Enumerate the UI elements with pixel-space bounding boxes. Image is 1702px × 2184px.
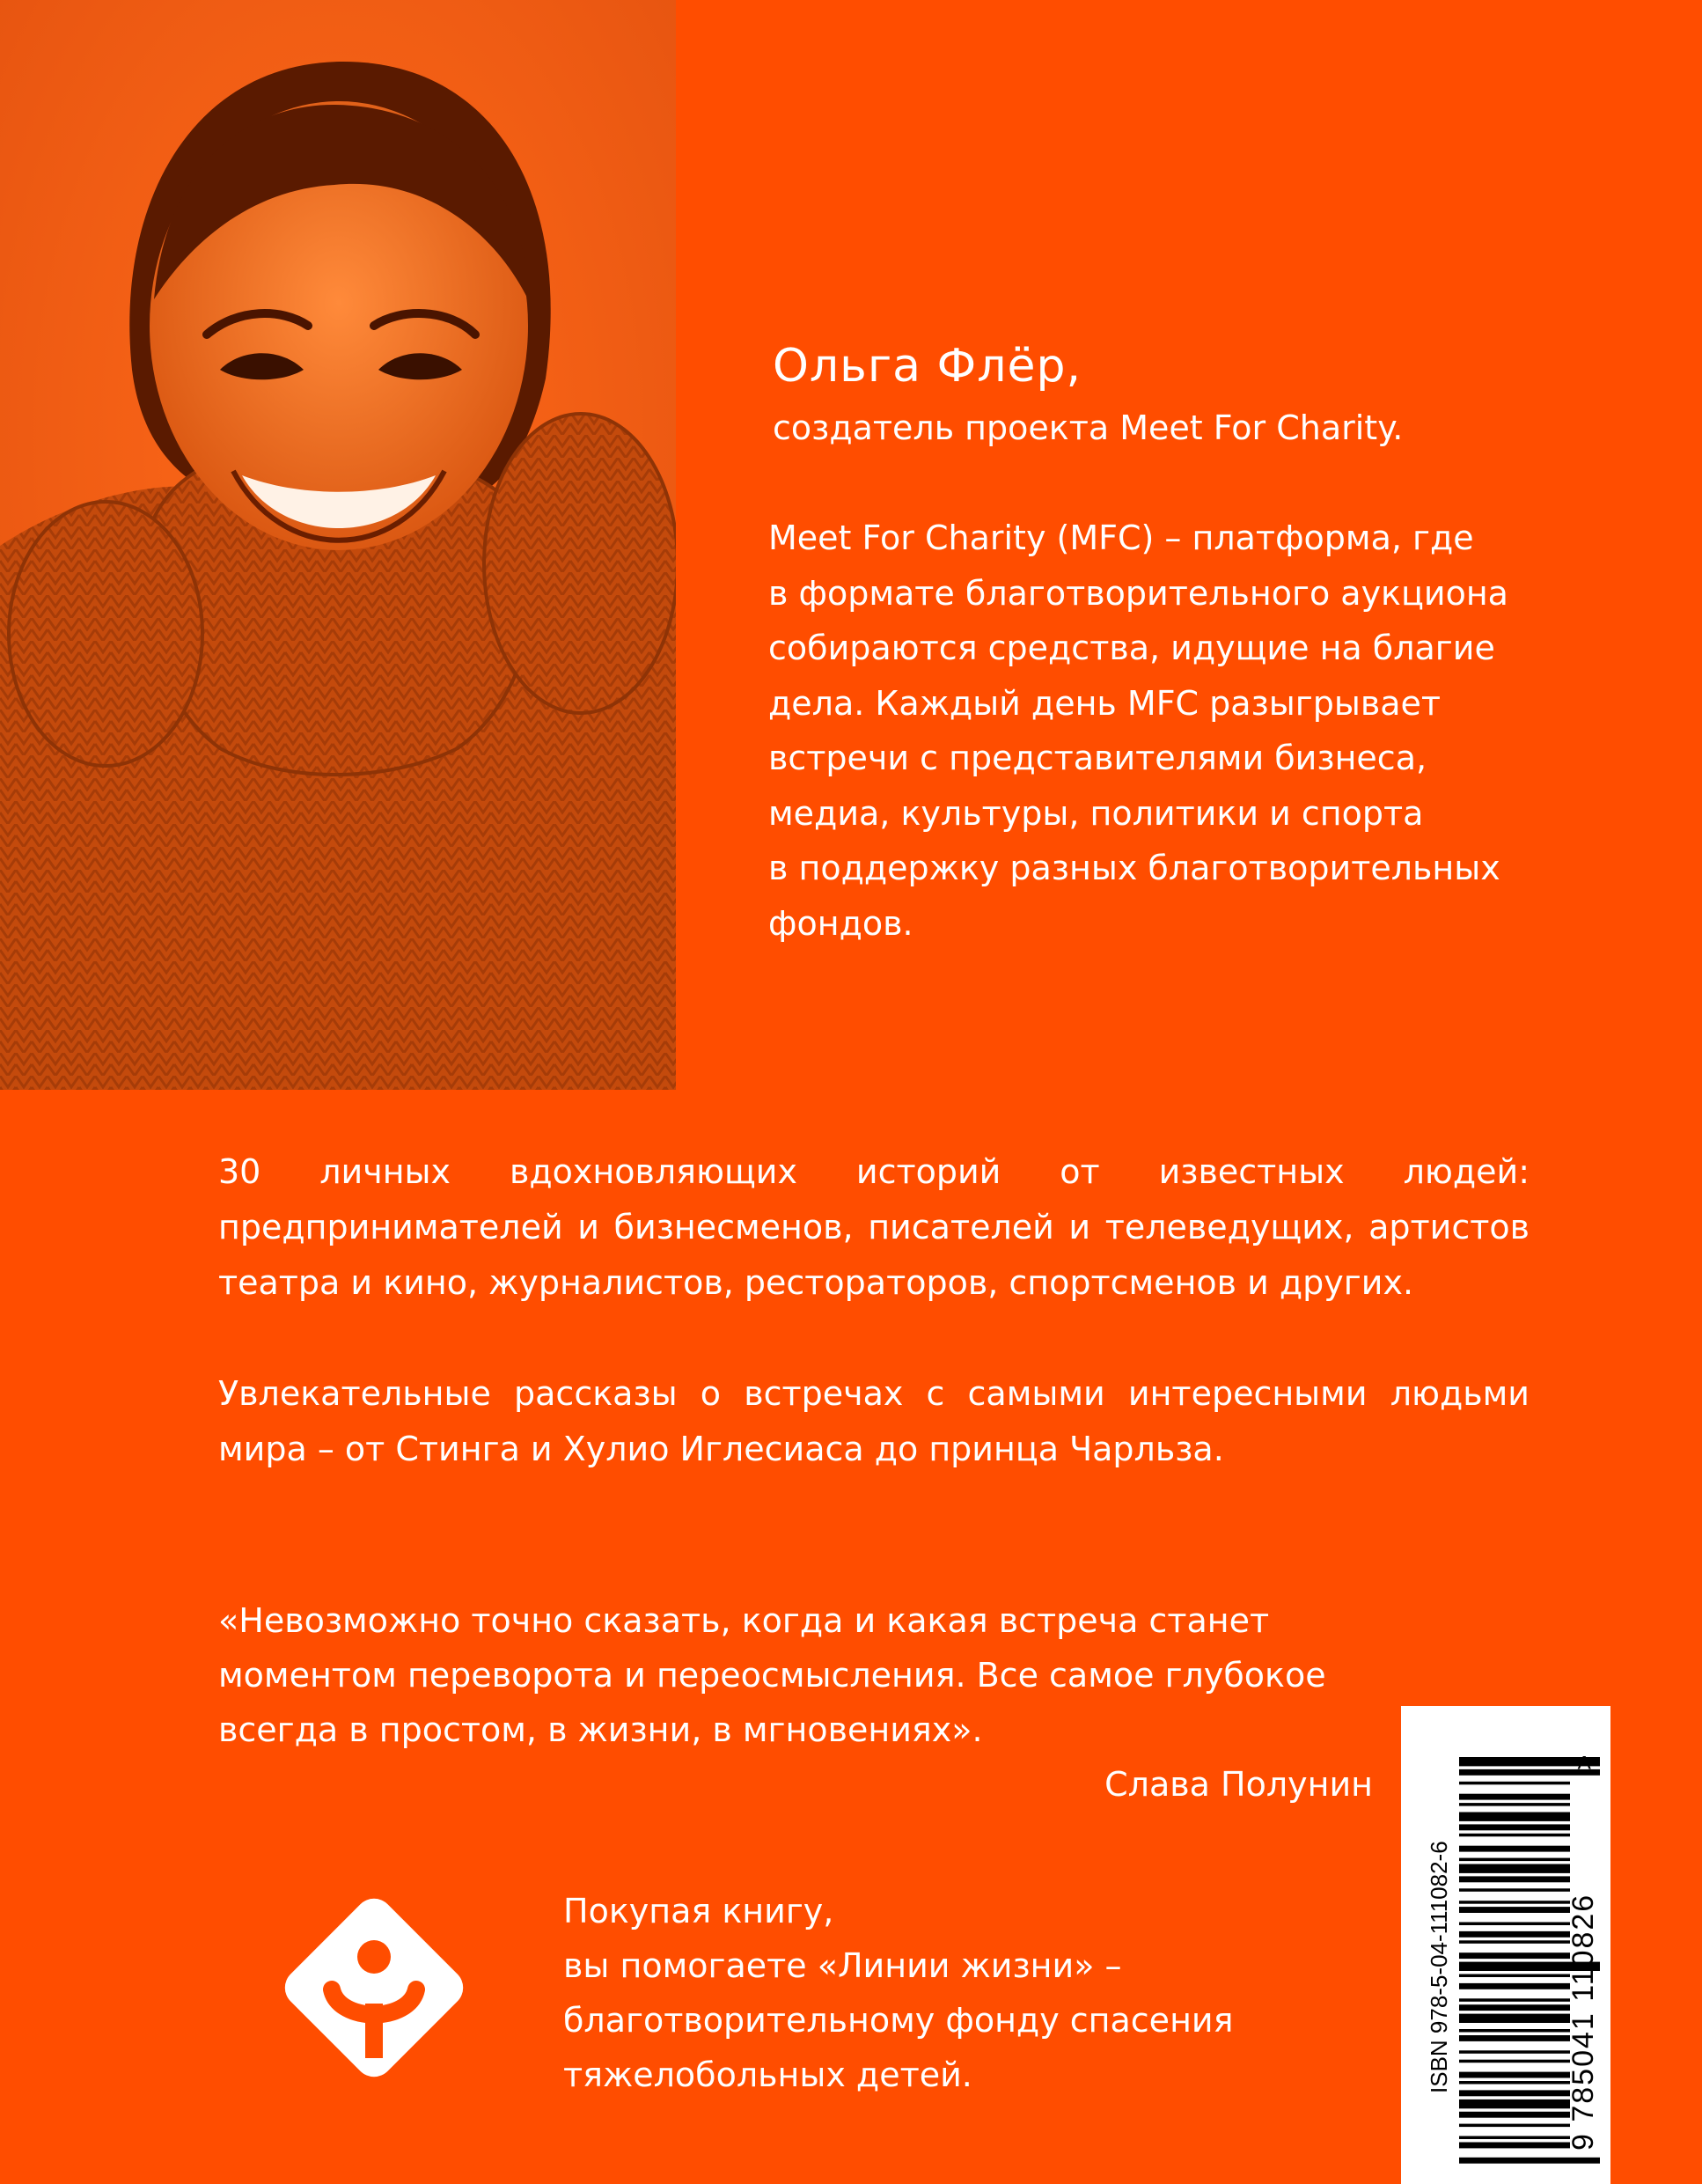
author-portrait-photo — [0, 0, 676, 1090]
barcode-bar — [1459, 2035, 1570, 2041]
barcode-graphic — [1401, 1706, 1610, 2184]
barcode-bar — [1459, 1824, 1570, 1830]
book-annotation — [218, 1144, 1530, 1477]
isbn-text: ISBN 978-5-04-111082-6 — [1426, 1841, 1452, 2093]
barcode-bar — [1459, 2143, 1570, 2149]
barcode-bar — [1459, 2050, 1570, 2054]
barcode-bar — [1459, 1864, 1570, 1873]
barcode-bar — [1459, 1901, 1570, 1904]
author-role: создатель проекта Meet For Charity. — [773, 408, 1404, 447]
barcode-bar — [1459, 1858, 1570, 1862]
charity-note — [563, 1884, 1320, 2102]
barcode-bar — [1459, 1923, 1570, 1926]
barcode-bar — [1459, 1983, 1570, 1989]
barcode-bar — [1459, 1876, 1570, 1882]
isbn-barcode — [1401, 1706, 1610, 2184]
mfc-line: в поддержку разных благотворительных — [768, 849, 1500, 887]
barcode-bar — [1459, 2060, 1570, 2063]
mfc-line: Meet For Charity (MFC) – платформа, где — [768, 518, 1474, 557]
charity-line: тяжелобольных детей. — [563, 2055, 972, 2094]
charity-line: Покупая книгу, — [563, 1892, 834, 1930]
barcode-bar — [1459, 2004, 1570, 2011]
mfc-description — [768, 511, 1552, 951]
portrait-illustration — [0, 0, 676, 1090]
barcode-bar — [1459, 1803, 1570, 1806]
charity-line: вы помогаете «Линии жизни» – — [563, 1946, 1122, 1985]
mfc-line: встречи с представителями бизнеса, — [768, 739, 1427, 777]
barcode-quiet-zone-marker: > — [1570, 1754, 1599, 1770]
lifeline-foundation-logo-icon — [277, 1891, 471, 2085]
quote-block — [218, 1593, 1380, 1757]
barcode-bar — [1459, 1998, 1570, 2002]
barcode-digits: 9 785041 110826 — [1566, 1893, 1600, 2151]
barcode-bar — [1459, 2124, 1570, 2128]
mfc-line: медиа, культуры, политики и спорта — [768, 793, 1424, 833]
barcode-bar — [1459, 1813, 1570, 1821]
barcode-bar — [1459, 1834, 1570, 1837]
barcode-bar — [1459, 1846, 1570, 1852]
barcode-bar — [1459, 2112, 1570, 2118]
barcode-bar — [1459, 1888, 1570, 1892]
barcode-bar — [1459, 1907, 1570, 1913]
barcode-bar — [1459, 1974, 1570, 1978]
barcode-bar — [1459, 2014, 1570, 2023]
author-block — [773, 335, 1565, 454]
barcode-bar — [1459, 1782, 1570, 1785]
quote-line: моментом переворота и переосмысления. Все самое глубокое — [218, 1656, 1326, 1695]
barcode-bar — [1459, 2090, 1570, 2096]
barcode-bar — [1459, 2136, 1570, 2140]
author-name: Ольга Флёр, — [773, 340, 1082, 393]
barcode-bar — [1459, 1794, 1570, 1800]
mfc-line: фондов. — [768, 903, 913, 943]
annotation-paragraph-1: 30 личных вдохновляющих историй от известных людей: предпринимателей и бизнесменов, писателей и телеведущих, артистов театра и кино, журналистов, рестораторов, спортсменов и других. — [218, 1152, 1530, 1302]
quote-line: всегда в простом, в жизни, в мгновениях». — [218, 1710, 983, 1749]
barcode-bar — [1459, 2029, 1570, 2033]
barcode-bar — [1459, 1940, 1570, 1944]
annotation-paragraph-2: Увлекательные рассказы о встречах с самыми интересными людьми мира – от Стинга и Хулио Иглесиаса до принца Чарльза. — [218, 1374, 1530, 1468]
mfc-line: собираются средства, идущие на благие — [768, 629, 1495, 667]
quote-author: Слава Полунин — [1104, 1765, 1373, 1804]
barcode-bar — [1459, 2099, 1570, 2108]
barcode-bar — [1459, 2158, 1600, 2164]
barcode-bar — [1459, 1931, 1570, 1938]
mfc-line: дела. Каждый день MFC разыгрывает — [768, 683, 1442, 723]
quote-line: «Невозможно точно сказать, когда и какая встреча станет — [218, 1601, 1270, 1640]
charity-line: благотворительному фонду спасения — [563, 2001, 1234, 2040]
barcode-bar — [1459, 1952, 1570, 1959]
mfc-line: в формате благотворительного аукциона — [768, 573, 1508, 613]
barcode-bar — [1459, 2081, 1570, 2085]
barcode-bar — [1459, 2072, 1570, 2078]
